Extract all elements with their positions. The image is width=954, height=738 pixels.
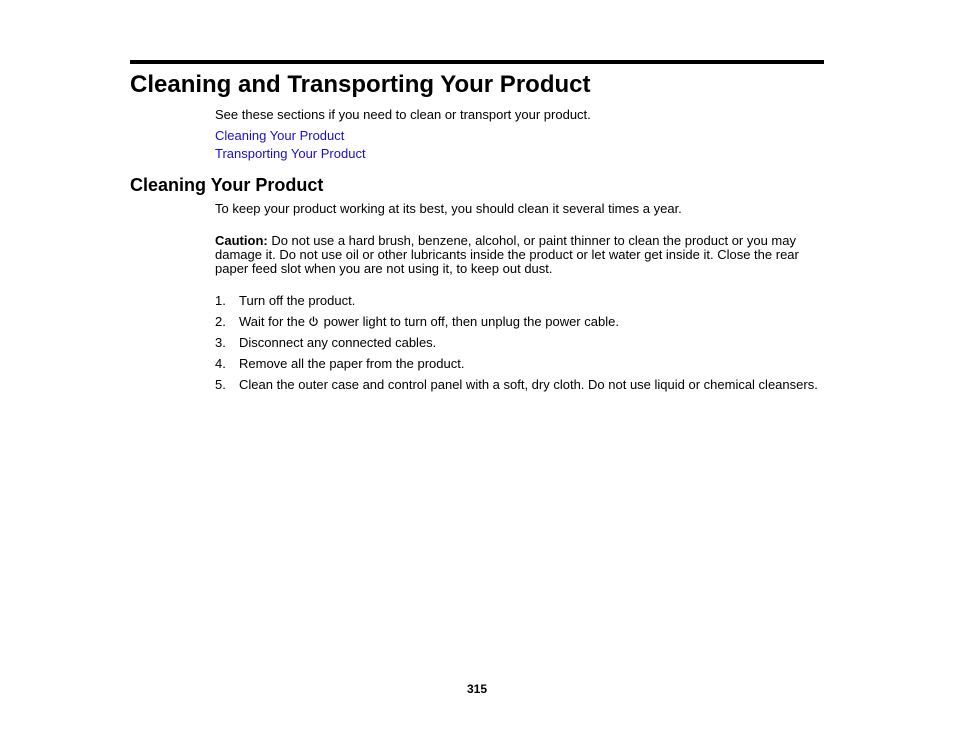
chapter-title: Cleaning and Transporting Your Product [130, 71, 591, 98]
caution-label: Caution: [215, 233, 268, 248]
step-text [239, 315, 619, 329]
caution-note [215, 234, 815, 276]
step-number: 5. [215, 377, 226, 392]
step-number: 2. [215, 314, 226, 329]
step-number: 4. [215, 356, 226, 371]
caution-text: Do not use a hard brush, benzene, alcohol, or paint thinner to clean the product or you may damage it. Do not use oil or other lubricants inside the product or let water get inside it. Close the rear paper feed slot when you are not using it, to keep out dust. [215, 233, 799, 276]
chapter-intro: See these sections if you need to clean or transport your product. [215, 107, 591, 122]
step-text-before: Wait for the [239, 314, 305, 329]
power-icon [308, 316, 319, 327]
page-number: 315 [466, 682, 488, 696]
step-text: Remove all the paper from the product. [239, 356, 465, 371]
section-title: Cleaning Your Product [130, 175, 324, 195]
step-text-after: power light to turn off, then unplug the power cable. [319, 314, 619, 329]
step-text: Disconnect any connected cables. [239, 335, 437, 350]
step-text: Turn off the product. [239, 293, 356, 308]
link-cleaning-your-product[interactable]: Cleaning Your Product [215, 128, 345, 143]
step-number: 1. [215, 293, 226, 308]
section-intro: To keep your product working at its best, you should clean it several times a year. [215, 201, 682, 216]
step-text: Clean the outer case and control panel with a soft, dry cloth. Do not use liquid or chemical cleansers. [239, 377, 818, 392]
link-transporting-your-product[interactable]: Transporting Your Product [215, 146, 366, 161]
top-rule [130, 60, 824, 64]
step-number: 3. [215, 335, 226, 350]
